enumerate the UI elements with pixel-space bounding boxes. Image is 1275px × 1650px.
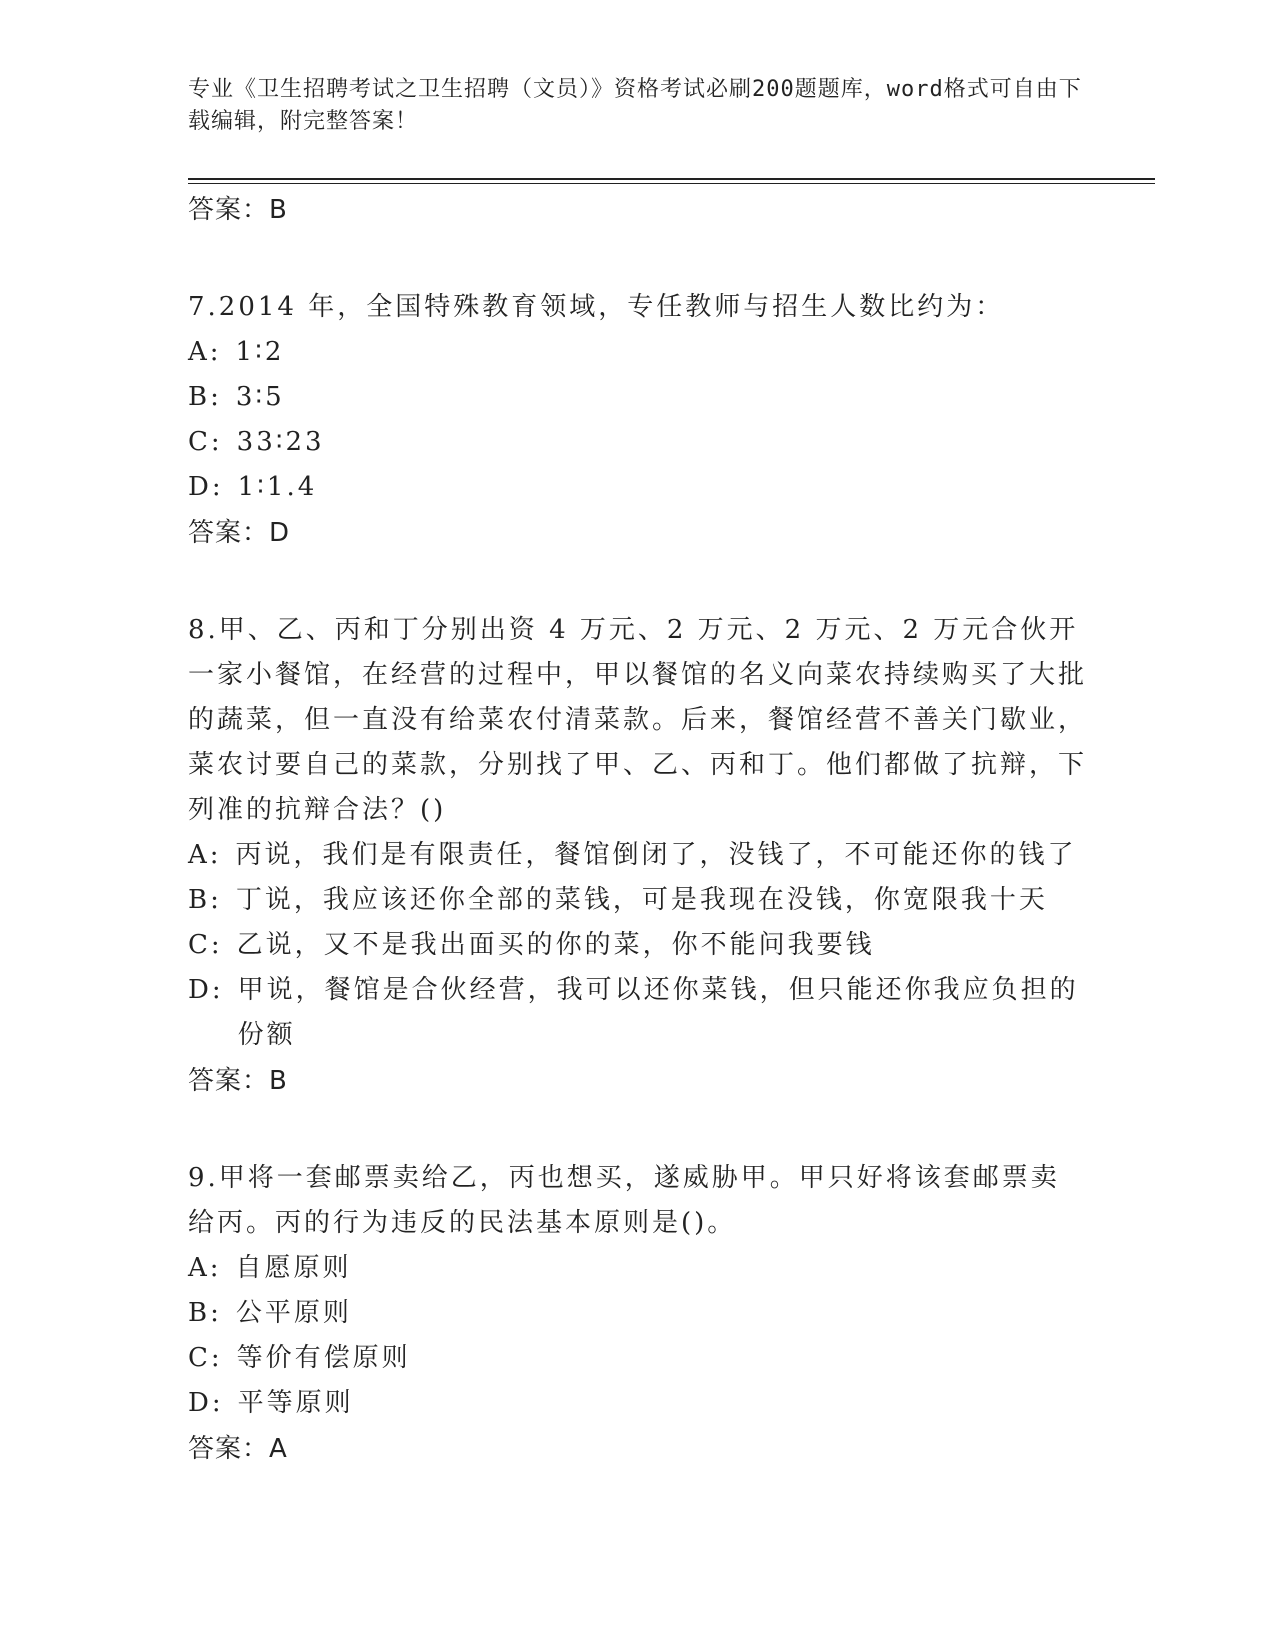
option-letter: C: (188, 1343, 223, 1373)
option-letter: D: (188, 1388, 224, 1418)
option-text: 1∶2 (235, 337, 285, 367)
option-d (188, 1381, 1088, 1426)
option-letter: B: (188, 382, 222, 412)
option-b (188, 1291, 1088, 1336)
document-header: 专业《卫生招聘考试之卫生招聘（文员）》资格考试必刷200题题库，word格式可自由下载编辑，附完整答案！ (188, 77, 1082, 134)
option-c (188, 420, 1088, 465)
option-a (188, 1246, 1088, 1291)
option-text: 平等原则 (237, 1388, 354, 1418)
option-letter: B: (188, 885, 222, 915)
option-letter: A: (188, 337, 222, 367)
document-body (188, 187, 1088, 1472)
option-text: 丁说，我应该还你全部的菜钱，可是我现在没钱，你宽限我十天 (235, 885, 1048, 915)
option-text: 丙说，我们是有限责任，餐馆倒闭了，没钱了，不可能还你的钱了 (235, 840, 1077, 870)
option-letter: D: (188, 472, 224, 502)
option-d (188, 465, 1088, 510)
option-b (188, 375, 1088, 420)
option-text: 3∶5 (235, 382, 285, 412)
header-divider (188, 178, 1155, 180)
header-divider-thin (188, 183, 1155, 184)
option-letter: D: (188, 975, 224, 1005)
option-text: 甲说，餐馆是合伙经营，我可以还你菜钱，但只能还你我应负担的份额 (237, 975, 1079, 1050)
question-stem: 9.甲将一套邮票卖给乙，丙也想买，遂威胁甲。甲只好将该套邮票卖给丙。丙的行为违反的民法基本原则是()。 (188, 1163, 1060, 1238)
option-text: 乙说，又不是我出面买的你的菜，你不能问我要钱 (236, 930, 875, 960)
option-letter: A: (188, 1253, 222, 1283)
option-text: 1∶1.4 (237, 472, 318, 502)
option-a (188, 833, 1088, 878)
option-c (188, 923, 1088, 968)
answer-q7: 答案：D (188, 518, 291, 548)
option-d (188, 968, 1088, 1058)
option-letter: C: (188, 427, 223, 457)
option-text: 自愿原则 (235, 1253, 352, 1283)
answer-q9: 答案：A (188, 1434, 288, 1464)
option-letter: B: (188, 1298, 222, 1328)
answer-q8: 答案：B (188, 1066, 288, 1096)
option-c (188, 1336, 1088, 1381)
question-stem: 8.甲、乙、丙和丁分别出资 4 万元、2 万元、2 万元、2 万元合伙开一家小餐馆，在经营的过程中，甲以餐馆的名义向菜农持续购买了大批的蔬菜，但一直没有给菜农付清菜款。后来，餐馆经营不善关门歇业，菜农讨要自己的菜款，分别找了甲、乙、丙和丁。他们都做了抗辩，下列准的抗辩合法？() (188, 615, 1088, 825)
question-7 (188, 285, 1088, 556)
option-letter: C: (188, 930, 223, 960)
option-text: 33∶23 (236, 427, 325, 457)
option-text: 公平原则 (235, 1298, 352, 1328)
option-text: 等价有偿原则 (236, 1343, 411, 1373)
question-9 (188, 1156, 1088, 1472)
option-b (188, 878, 1088, 923)
answer-previous: 答案：B (188, 195, 288, 225)
question-stem: 7.2014 年，全国特殊教育领域，专任教师与招生人数比约为： (188, 292, 1005, 322)
option-letter: A: (188, 840, 222, 870)
option-a (188, 330, 1088, 375)
question-8 (188, 608, 1088, 1104)
